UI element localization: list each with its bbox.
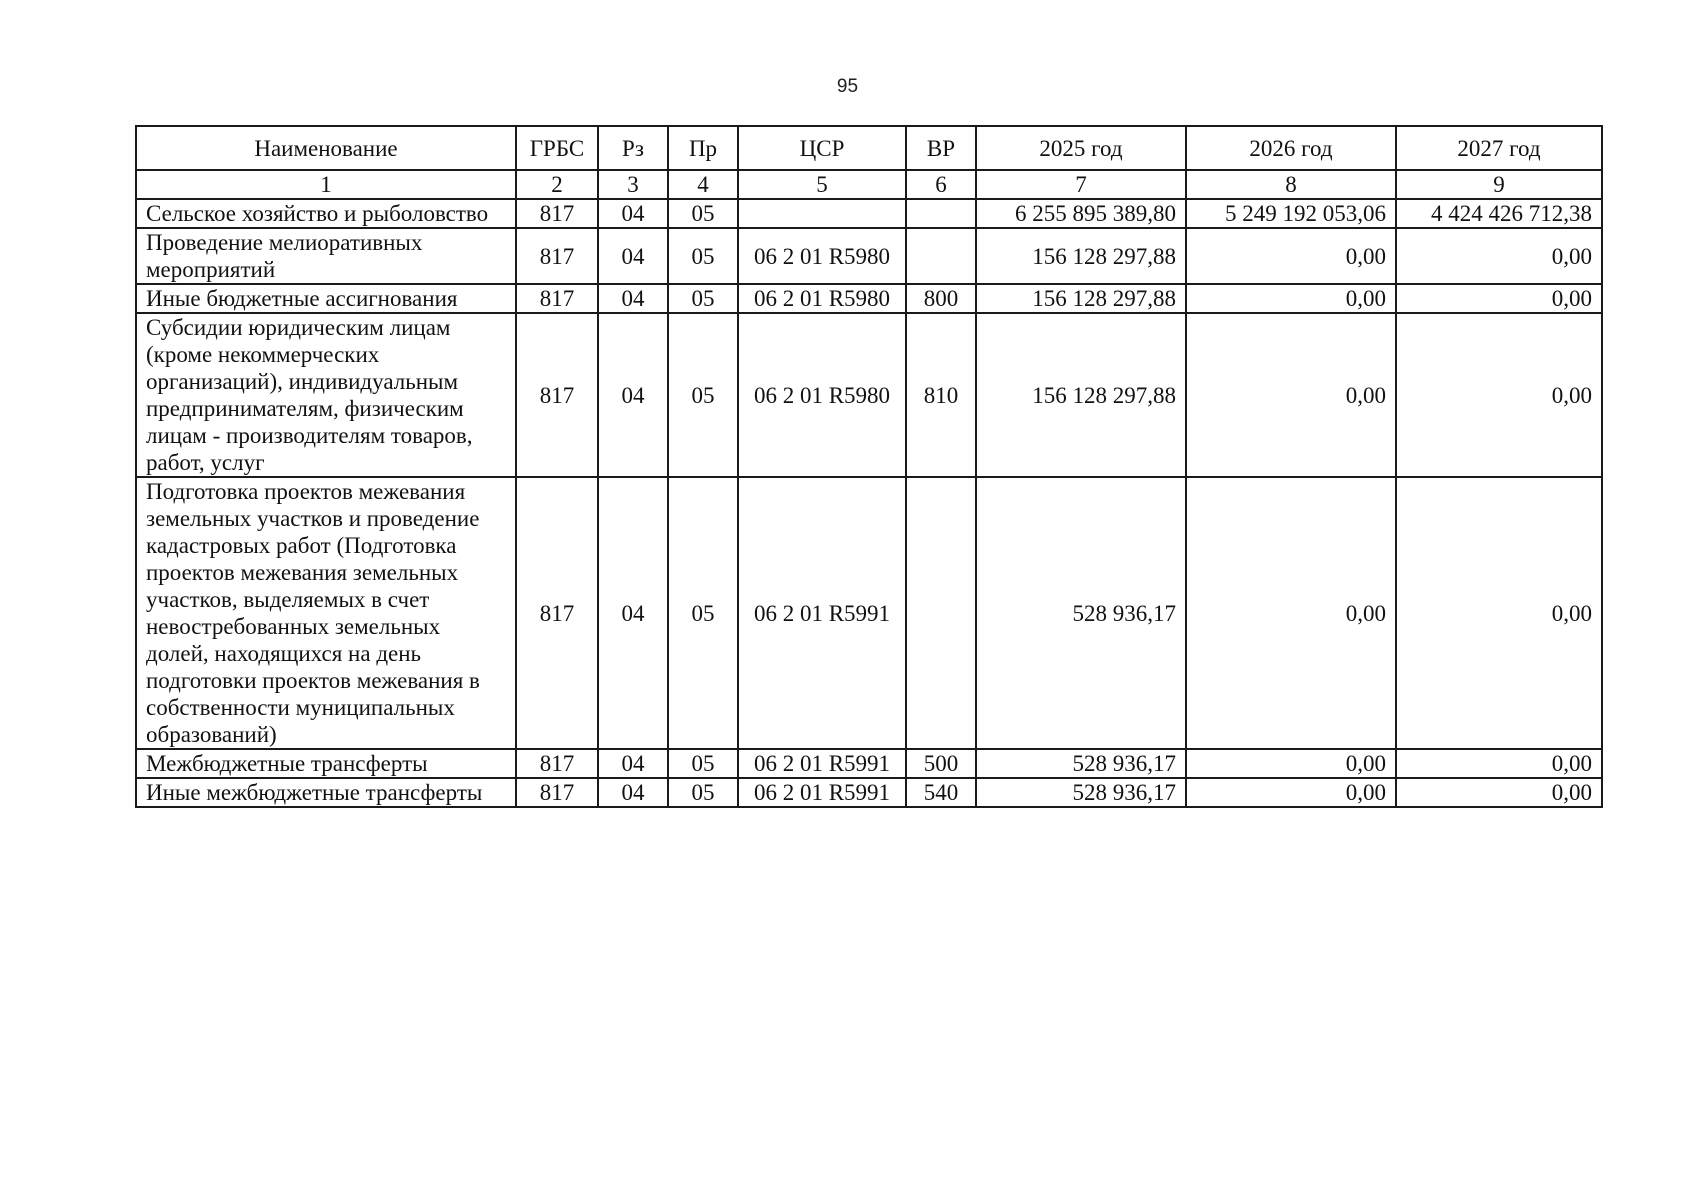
row-grbs: 817 <box>516 199 598 228</box>
column-number: 2 <box>516 170 598 199</box>
row-amount-2025: 6 255 895 389,80 <box>976 199 1186 228</box>
row-vr: 540 <box>906 778 976 807</box>
row-amount-2027: 0,00 <box>1396 778 1602 807</box>
header-csr: ЦСР <box>738 126 906 170</box>
row-amount-2025: 156 128 297,88 <box>976 313 1186 477</box>
row-amount-2026: 0,00 <box>1186 749 1396 778</box>
row-rz: 04 <box>598 778 668 807</box>
header-pr: Пр <box>668 126 738 170</box>
header-rz: Рз <box>598 126 668 170</box>
row-amount-2027: 4 424 426 712,38 <box>1396 199 1602 228</box>
row-grbs: 817 <box>516 228 598 284</box>
row-vr <box>906 228 976 284</box>
header-2025: 2025 год <box>976 126 1186 170</box>
table-row <box>136 228 1602 284</box>
row-pr: 05 <box>668 477 738 749</box>
table-row <box>136 313 1602 477</box>
row-csr: 06 2 01 R5980 <box>738 228 906 284</box>
row-rz: 04 <box>598 199 668 228</box>
row-grbs: 817 <box>516 749 598 778</box>
row-name: Подготовка проектов межевания земельных участков и проведение кадастровых работ (Подготовка проектов межевания земельных участков, выделяемых в счет невостребованных земельных долей, находящихся на день подготовки проектов межевания в собственности муниципальных образований) <box>136 477 516 749</box>
row-amount-2027: 0,00 <box>1396 477 1602 749</box>
row-pr: 05 <box>668 199 738 228</box>
row-rz: 04 <box>598 313 668 477</box>
table-row <box>136 477 1602 749</box>
row-name: Субсидии юридическим лицам (кроме некоммерческих организаций), индивидуальным предпринимателям, физическим лицам - производителям товаров, работ, услуг <box>136 313 516 477</box>
row-amount-2027: 0,00 <box>1396 284 1602 313</box>
row-rz: 04 <box>598 284 668 313</box>
column-number: 6 <box>906 170 976 199</box>
row-name: Иные межбюджетные трансферты <box>136 778 516 807</box>
row-vr: 810 <box>906 313 976 477</box>
row-grbs: 817 <box>516 284 598 313</box>
table-row <box>136 199 1602 228</box>
row-amount-2025: 528 936,17 <box>976 749 1186 778</box>
row-name: Иные бюджетные ассигнования <box>136 284 516 313</box>
row-csr: 06 2 01 R5980 <box>738 284 906 313</box>
row-csr: 06 2 01 R5991 <box>738 749 906 778</box>
row-amount-2026: 0,00 <box>1186 778 1396 807</box>
column-number: 7 <box>976 170 1186 199</box>
row-rz: 04 <box>598 749 668 778</box>
row-pr: 05 <box>668 749 738 778</box>
row-pr: 05 <box>668 284 738 313</box>
column-number: 8 <box>1186 170 1396 199</box>
row-amount-2025: 528 936,17 <box>976 778 1186 807</box>
column-number: 3 <box>598 170 668 199</box>
row-vr: 500 <box>906 749 976 778</box>
table-row <box>136 778 1602 807</box>
row-amount-2027: 0,00 <box>1396 228 1602 284</box>
row-amount-2027: 0,00 <box>1396 313 1602 477</box>
row-csr: 06 2 01 R5991 <box>738 778 906 807</box>
header-name: Наименование <box>136 126 516 170</box>
row-rz: 04 <box>598 228 668 284</box>
row-csr <box>738 199 906 228</box>
row-rz: 04 <box>598 477 668 749</box>
row-name: Проведение мелиоративных мероприятий <box>136 228 516 284</box>
table-header-row <box>136 126 1602 170</box>
row-vr <box>906 199 976 228</box>
row-amount-2026: 0,00 <box>1186 228 1396 284</box>
table-row <box>136 749 1602 778</box>
row-pr: 05 <box>668 313 738 477</box>
row-amount-2026: 5 249 192 053,06 <box>1186 199 1396 228</box>
row-amount-2026: 0,00 <box>1186 477 1396 749</box>
row-vr: 800 <box>906 284 976 313</box>
column-number: 1 <box>136 170 516 199</box>
header-2026: 2026 год <box>1186 126 1396 170</box>
row-csr: 06 2 01 R5980 <box>738 313 906 477</box>
header-grbs: ГРБС <box>516 126 598 170</box>
row-name: Межбюджетные трансферты <box>136 749 516 778</box>
header-vr: ВР <box>906 126 976 170</box>
row-amount-2026: 0,00 <box>1186 284 1396 313</box>
row-grbs: 817 <box>516 477 598 749</box>
row-amount-2025: 156 128 297,88 <box>976 284 1186 313</box>
budget-table <box>135 125 1603 808</box>
column-number: 9 <box>1396 170 1602 199</box>
row-amount-2026: 0,00 <box>1186 313 1396 477</box>
column-number: 5 <box>738 170 906 199</box>
row-pr: 05 <box>668 228 738 284</box>
row-grbs: 817 <box>516 313 598 477</box>
row-grbs: 817 <box>516 778 598 807</box>
page-number: 95 <box>836 76 859 97</box>
row-amount-2025: 156 128 297,88 <box>976 228 1186 284</box>
row-csr: 06 2 01 R5991 <box>738 477 906 749</box>
table-row <box>136 284 1602 313</box>
header-2027: 2027 год <box>1396 126 1602 170</box>
row-amount-2025: 528 936,17 <box>976 477 1186 749</box>
row-name: Сельское хозяйство и рыболовство <box>136 199 516 228</box>
row-vr <box>906 477 976 749</box>
column-number: 4 <box>668 170 738 199</box>
row-amount-2027: 0,00 <box>1396 749 1602 778</box>
row-pr: 05 <box>668 778 738 807</box>
column-number-row <box>136 170 1602 199</box>
